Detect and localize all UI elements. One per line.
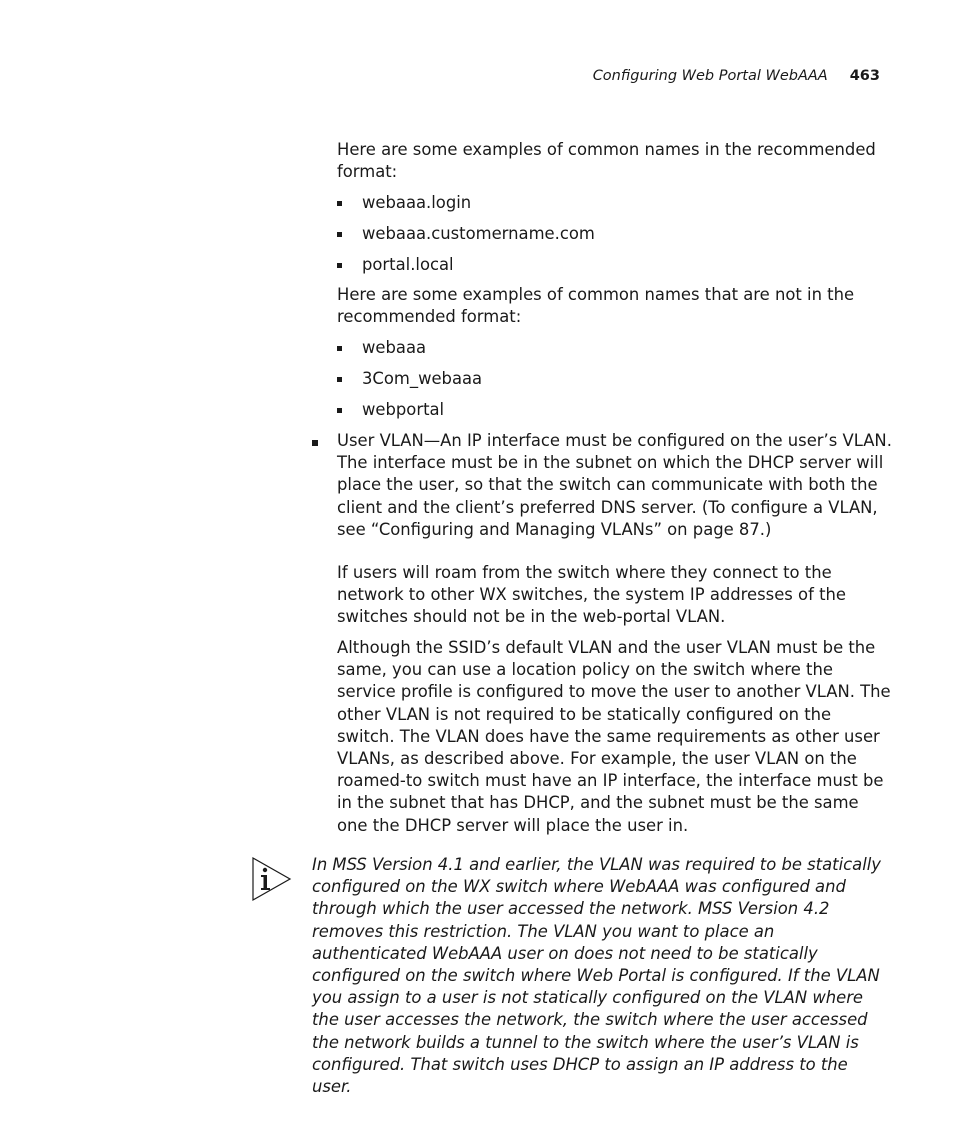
bullet-square-icon	[337, 408, 342, 413]
list-item-text: webaaa.login	[362, 193, 472, 212]
list-item-text: webaaa.customername.com	[362, 224, 595, 243]
bullet-square-icon	[312, 440, 318, 446]
roam-paragraph: If users will roam from the switch where they connect to the network to other WX switches, the system IP addresses of the switches should not be in the web-portal VLAN.	[337, 563, 846, 627]
header-title: Configuring Web Portal WebAAA	[592, 68, 828, 84]
user-vlan-paragraph: User VLAN—An IP interface must be configured on the user’s VLAN. The interface must be in the subnet on which the DHCP server will place the user, so that the switch can communicate with both the client and the client’s preferred DNS server. (To configure a VLAN, see “Configuring and Managing VLANs” on page 87.)	[337, 431, 892, 539]
list-item-text: webaaa	[362, 338, 427, 357]
list-item-text: 3Com_webaaa	[362, 369, 483, 388]
list-item-text: webportal	[362, 400, 445, 419]
bullet-square-icon	[337, 377, 342, 382]
bullet-square-icon	[337, 263, 342, 268]
list-item-text: portal.local	[362, 255, 454, 274]
note-paragraph: In MSS Version 4.1 and earlier, the VLAN was required to be statically configured on the WX switch where WebAAA was configured and through which the user accessed the network. MSS Version 4.2 removes this restriction. The VLAN you want to place an authenticated WebAAA user on does not need to be statically configured on the switch where Web Portal is configured. If the VLAN you assign to a user is not statically configured on the VLAN where the user accesses the network, the switch where the user accessed the network builds a tunnel to the switch where the user’s VLAN is configured. That switch uses DHCP to assign an IP address to the user.	[312, 855, 881, 1097]
intro-recommended-paragraph: Here are some examples of common names in the recommended format:	[337, 140, 876, 182]
info-icon	[252, 856, 292, 902]
bullet-square-icon	[337, 201, 342, 206]
page-number: 463	[849, 68, 880, 84]
intro-not-recommended-paragraph: Here are some examples of common names that are not in the recommended format:	[337, 285, 855, 327]
bullet-square-icon	[337, 232, 342, 237]
running-header	[0, 66, 880, 86]
ssid-vlan-paragraph: Although the SSID’s default VLAN and the user VLAN must be the same, you can use a location policy on the switch where the service profile is configured to move the user to another VLAN. The other VLAN is not required to be statically configured on the switch. The VLAN does have the same requirements as other user VLANs, as described above. For example, the user VLAN on the roamed-to switch must have an IP interface, the interface must be in the subnet that has DHCP, and the subnet must be the same one the DHCP server will place the user in.	[337, 638, 891, 835]
bullet-square-icon	[337, 346, 342, 351]
